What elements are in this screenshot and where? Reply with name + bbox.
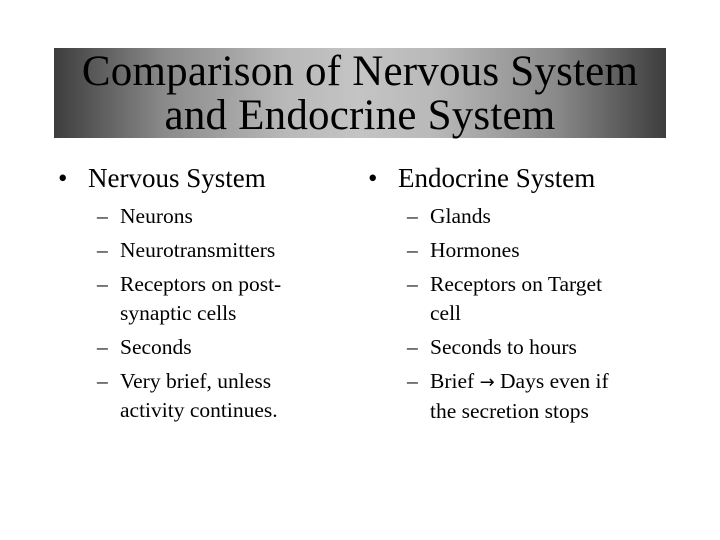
slide-title <box>54 48 666 138</box>
list-item: – Neurons <box>58 202 328 231</box>
dash-icon: – <box>97 369 108 393</box>
dash-icon: – <box>97 204 108 228</box>
title-line-2: and Endocrine System <box>164 92 556 139</box>
list-item: – Seconds to hours <box>368 333 668 362</box>
bullet-icon: • <box>368 163 378 193</box>
dash-icon: – <box>407 204 418 228</box>
right-arrow-icon: → <box>479 372 495 393</box>
bullet-icon: • <box>58 163 68 193</box>
nervous-system-heading: • Nervous System <box>58 160 328 196</box>
dash-icon: – <box>97 335 108 359</box>
dash-icon: – <box>407 335 418 359</box>
list-item: – Hormones <box>368 236 668 265</box>
list-item: – Glands <box>368 202 668 231</box>
endocrine-system-heading: • Endocrine System <box>368 160 668 196</box>
dash-icon: – <box>407 238 418 262</box>
dash-icon: – <box>97 238 108 262</box>
endocrine-system-list <box>368 202 668 426</box>
dash-icon: – <box>407 369 418 393</box>
dash-icon: – <box>407 272 418 296</box>
nervous-system-column <box>58 160 328 430</box>
list-item: – Very brief, unless activity continues. <box>97 369 278 422</box>
list-item: – Brief → Days even if the secretion stops <box>407 369 609 423</box>
nervous-system-list <box>58 202 328 425</box>
endocrine-system-column <box>368 160 668 431</box>
title-line-1: Comparison of Nervous System <box>81 48 639 95</box>
list-item: – Neurotransmitters <box>58 236 328 265</box>
list-item: – Receptors on Target cell <box>407 272 603 325</box>
list-item: – Seconds <box>58 333 328 362</box>
list-item: – Receptors on post- synaptic cells <box>97 272 282 325</box>
dash-icon: – <box>97 272 108 296</box>
